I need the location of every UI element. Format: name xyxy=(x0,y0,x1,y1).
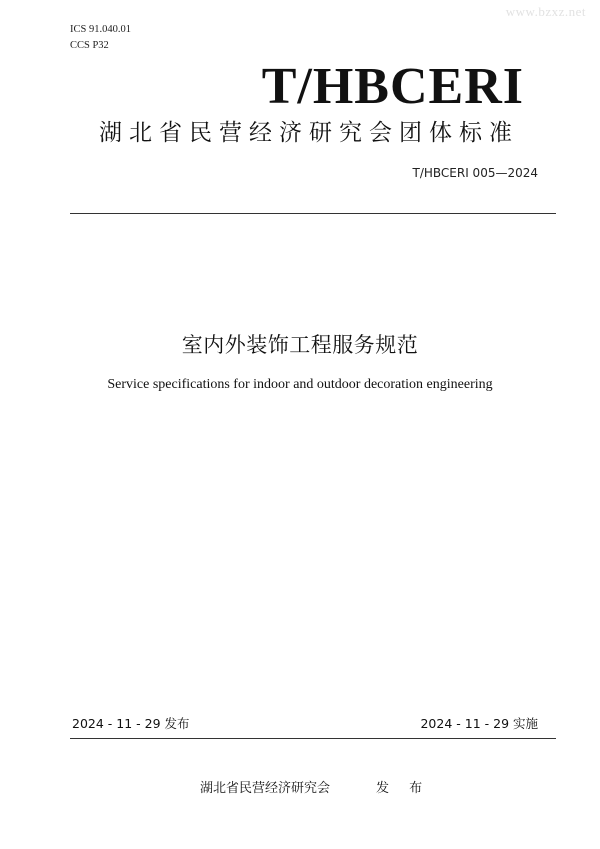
bottom-divider xyxy=(70,738,556,739)
organization-title: 湖北省民营经济研究会团体标准 xyxy=(99,120,519,146)
standard-number: T/HBCERI 005—2024 xyxy=(412,166,538,180)
document-title-english: Service specifications for indoor and outdoor decoration engineering xyxy=(107,377,493,392)
ccs-code: CCS P32 xyxy=(70,40,109,51)
ics-code: ICS 91.040.01 xyxy=(70,24,131,35)
document-title-chinese: 室内外装饰工程服务规范 xyxy=(181,333,419,357)
watermark: www.bzxz.net xyxy=(505,4,586,19)
implementation-date: 2024 - 11 - 29 实施 xyxy=(420,716,538,731)
standard-mark: T/HBCERI xyxy=(261,58,524,115)
publisher-name: 湖北省民营经济研究会 xyxy=(200,781,331,796)
issue-date: 2024 - 11 - 29 发布 xyxy=(72,716,190,731)
top-divider xyxy=(70,213,556,214)
publish-label: 发 布 xyxy=(376,781,431,796)
